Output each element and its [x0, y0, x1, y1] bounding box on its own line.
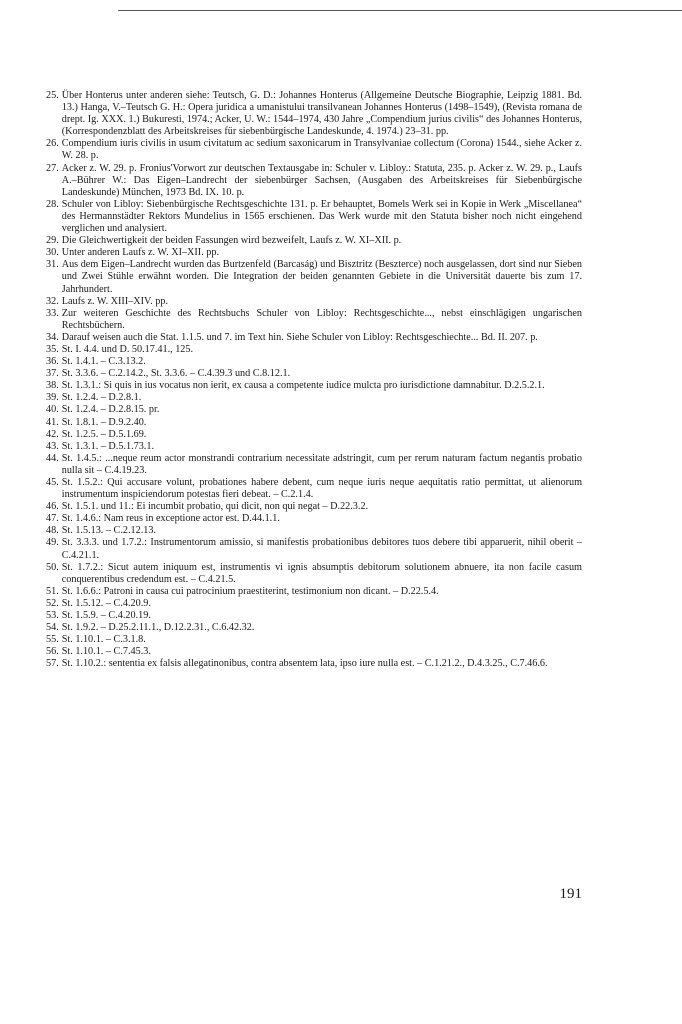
footnote-text: St. 1.10.2.: sententia ex falsis allegatinonibus, contra absentem lata, ipso iure nulla est. – C.1.21.2., D.4.3.25., C.7.46.6.: [61, 658, 548, 670]
footnote: [46, 344, 582, 356]
footnote-text: St. 1.2.4. – D.2.8.15. pr.: [61, 404, 160, 416]
footnote-number: 25.: [46, 90, 59, 101]
footnote: [46, 417, 582, 429]
footnote-number: 39.: [46, 392, 59, 404]
footnote: [46, 247, 582, 259]
footnote: [46, 138, 582, 162]
footnote-number: 29.: [46, 235, 59, 247]
footnote-text: St. 1.5.12. – C.4.20.9.: [61, 597, 151, 609]
footnote-text: St. 1.2.5. – D.5.1.69.: [61, 428, 147, 440]
footnote-text: St. 3.3.6. – C.2.14.2., St. 3.3.6. – C.4.39.3 und C.8.12.1.: [61, 368, 291, 380]
footnote-text: Die Gleichwertigkeit der beiden Fassungen wird bezweifelt, Laufs z. W. XI–XII. p.: [61, 235, 402, 247]
footnote: [46, 598, 582, 610]
footnote-number: 50.: [46, 561, 59, 573]
footnote: [46, 404, 582, 416]
footnote-number: 56.: [46, 646, 59, 658]
footnote: [46, 537, 582, 561]
footnote-number: 41.: [46, 416, 59, 428]
footnote-number: 57.: [46, 658, 59, 670]
footnote-number: 44.: [46, 452, 59, 464]
footnote-text: St. I. 4.4. und D. 50.17.41., 125.: [61, 343, 194, 355]
footnote-number: 38.: [46, 380, 59, 392]
footnote: [46, 477, 582, 501]
footnote-text: St. 1.6.6.: Patroni in causa cui patrocinium praestiterint, testimonium non dicant. – D.22.5.4.: [61, 585, 439, 597]
footnote: [46, 199, 582, 235]
footnote: [46, 562, 582, 586]
footnote-text: Laufs z. W. XIII–XIV. pp.: [61, 295, 168, 307]
footnote-number: 34.: [46, 331, 59, 343]
footnote: [46, 332, 582, 344]
footnote-number: 52.: [46, 597, 59, 609]
footnote-text: St. 1.3.1.: Si quis in ius vocatus non ierit, ex causa a competente iudice mulcta pro iurisdictione damnabitur. D.2.5.2.1.: [61, 380, 545, 392]
footnote-number: 33.: [46, 307, 59, 319]
footnote-list: [46, 90, 582, 671]
page-number: 191: [559, 886, 582, 902]
footnote-number: 51.: [46, 585, 59, 597]
footnote: [46, 646, 582, 658]
footnote: [46, 90, 582, 138]
footnote: [46, 513, 582, 525]
footnote: [46, 235, 582, 247]
footnote: [46, 658, 582, 670]
footnote-text: St. 1.4.6.: Nam reus in exceptione actor est. D.44.1.1.: [61, 513, 280, 525]
footnote-text: Schuler von Libloy: Siebenbürgische Rechtsgeschichte 131. p. Er behauptet, Bomels Werk sei in Kopie in Werk „Miscellanea“ des Hermannstädter Rektors Mundelius in 1565 erschienen. Das Werk wurde mit den Statuta bisher noch nicht eingehend verglichen und analysiert.: [61, 198, 582, 235]
footnote: [46, 296, 582, 308]
footnote: [46, 610, 582, 622]
footnote: [46, 634, 582, 646]
footnote: [46, 163, 582, 199]
footnote-text: Über Honterus unter anderen siehe: Teutsch, G. D.: Johannes Honterus (Allgemeine Deutsche Biographie, Leipzig 1881. Bd. 13.) Hanga, V.–Teutsch G. H.: Opera juridica a umanistului transilvanean Johannes Honterus (1498–1549), (Revista romana de drept. Ig. XXX. 1.) Bukuresti, 1974.; Acker, U. W.: 1544–1974, 430 Jahre „Compendium jurius civilis“ des Johannes Honterus, (Korrespondenzblatt des Arbeitskreises für siebenbürgische Landeskunde, 4. 1974.) 23–31. pp.: [61, 90, 582, 138]
footnote-number: 31.: [46, 259, 59, 271]
footnote-number: 30.: [46, 247, 59, 259]
footnote-number: 36.: [46, 356, 59, 368]
footnote-text: St. 1.2.4. – D.2.8.1.: [61, 392, 142, 404]
footnote-text: Aus dem Eigen–Landrecht wurden das Burtzenfeld (Barcaság) und Bisztritz (Beszterce) noch ausgelassen, dort sind nur Sieben und Zwei Stühle erwähnt worden. Die Integration der beiden genannten Gebiete in die Universität dauerte bis zum 17. Jahrhundert.: [61, 259, 582, 295]
footnote-text: St. 1.10.1. – C.3.1.8.: [61, 634, 146, 646]
footnote-number: 46.: [46, 501, 59, 513]
footnote: [46, 380, 582, 392]
footnote-text: St. 1.3.1. – D.5.1.73.1.: [61, 440, 154, 452]
footnote-text: Acker z. W. 29. p. Fronius'Vorwort zur deutschen Textausgabe in: Schuler v. Libloy.: Statuta, 235. p. Acker z. W. 29. p., Laufs A.–Bührer W.: Das Eigen–Landrecht der siebenbürger Sachsen, (Ausgaben des Arbeitskreises für Siebenbürgische Landeskunde) München, 1973 Bd. IX. 10. p.: [61, 162, 582, 198]
footnote: [46, 586, 582, 598]
top-rule: [118, 10, 682, 11]
footnote-text: St. 1.4.1. – C.3.13.2.: [61, 356, 146, 368]
footnote: [46, 501, 582, 513]
footnote-text: Compendium iuris civilis in usum civitatum ac sedium saxonicarum in Transylvaniae collectum (Corona) 1544., siehe Acker z. W. 28. p.: [61, 138, 582, 162]
footnote-text: St. 1.8.1. – D.9.2.40.: [61, 416, 147, 428]
footnote-number: 47.: [46, 513, 59, 525]
footnote-number: 26.: [46, 138, 59, 150]
footnote-text: St. 1.9.2. – D.25.2.11.1., D.12.2.31., C.6.42.32.: [61, 622, 255, 634]
footnote-number: 42.: [46, 428, 59, 440]
footnote-number: 40.: [46, 404, 59, 416]
footnote: [46, 453, 582, 477]
footnote: [46, 525, 582, 537]
footnote-number: 28.: [46, 198, 59, 210]
footnote: [46, 392, 582, 404]
footnote-number: 48.: [46, 525, 59, 537]
footnote-number: 55.: [46, 634, 59, 646]
footnote-number: 54.: [46, 622, 59, 634]
footnote-number: 27.: [46, 162, 59, 174]
footnote-text: St. 3.3.3. und 1.7.2.: Instrumentorum amissio, si manifestis probationibus debitores tuos debere tibi apparuerit, nihil oberit – C.4.21.1.: [61, 537, 582, 561]
footnote-text: St. 1.5.13. – C.2.12.13.: [61, 525, 156, 537]
footnote-text: St. 1.5.9. – C.4.20.19.: [61, 610, 151, 622]
footnote: [46, 622, 582, 634]
footnote-number: 49.: [46, 537, 59, 549]
footnote-number: 32.: [46, 295, 59, 307]
footnote-text: St. 1.4.5.: ...neque reum actor monstrandi contrarium necessitate adstringit, cum per rerum naturam factum negantis probatio nulla sit – C.4.19.23.: [61, 452, 582, 476]
footnote-number: 37.: [46, 368, 59, 380]
footnote: [46, 259, 582, 295]
footnote: [46, 368, 582, 380]
footnote: [46, 429, 582, 441]
footnote: [46, 356, 582, 368]
footnote-text: Unter anderen Laufs z. W. XI–XII. pp.: [61, 247, 220, 259]
footnote-number: 43.: [46, 440, 59, 452]
footnote-text: St. 1.7.2.: Sicut autem iniquum est, instrumentis vi ignis absumptis debitorum solutionem abnuere, ita non facile casum conquerentibus credendum est. – C.4.21.5.: [61, 561, 582, 585]
footnote-text: St. 1.5.2.: Qui accusare volunt, probationes habere debent, cum neque iuris neque aequitatis ratio permittat, ut alienorum instrumentum inspiciendorum potestas fieri debeat. – C.2.1.4.: [61, 477, 582, 501]
footnote-number: 53.: [46, 610, 59, 622]
footnote-text: Zur weiteren Geschichte des Rechtsbuchs Schuler von Libloy: Rechtsgeschichte..., nebst einschlägigen ungarischen Rechtsbüchern.: [61, 307, 582, 331]
footnote: [46, 308, 582, 332]
footnote-text: Darauf weisen auch die Stat. 1.1.5. und 7. im Text hin. Siehe Schuler von Libloy: Rechtsgeschiechte... Bd. II. 207. p.: [61, 331, 538, 343]
footnote-number: 35.: [46, 343, 59, 355]
footnote: [46, 441, 582, 453]
footnote-text: St. 1.10.1. – C.7.45.3.: [61, 646, 151, 658]
footnote-number: 45.: [46, 477, 59, 488]
footnote-text: St. 1.5.1. und 11.: Ei incumbit probatio, qui dicit, non qui negat – D.22.3.2.: [61, 501, 369, 513]
